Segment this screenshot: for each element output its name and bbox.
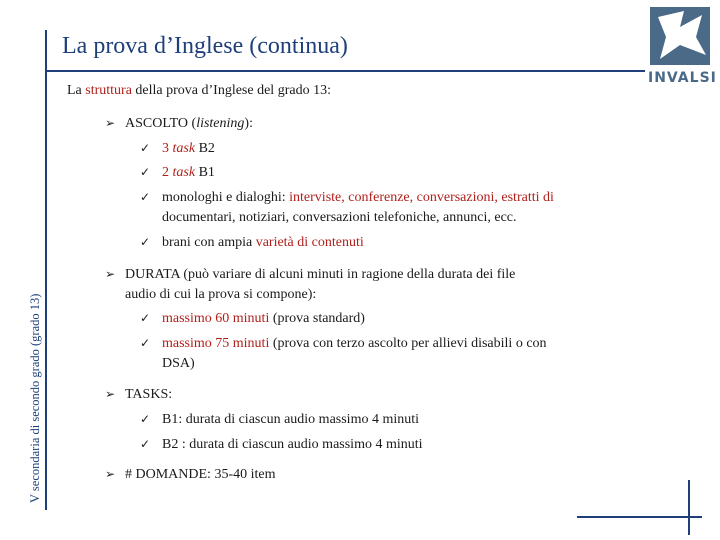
invalsi-logo-icon	[650, 7, 710, 65]
task-num: 2	[162, 165, 173, 180]
arrow-bullet-icon: ➢	[105, 387, 116, 401]
arrow-bullet-icon: ➢	[105, 267, 116, 281]
intro-post: della prova d’Inglese del grado 13:	[131, 83, 331, 98]
ascolto-bullet	[105, 115, 253, 132]
durata-item1-highlight: massimo 60 minuti	[162, 311, 270, 326]
domande-bullet	[105, 466, 276, 483]
task-word: task	[172, 165, 196, 180]
durata-item2-line2: DSA)	[162, 356, 195, 371]
list-item	[140, 335, 547, 352]
list-item	[140, 164, 215, 181]
list-item	[140, 234, 364, 251]
task-level: B2	[195, 141, 215, 156]
title-underline	[45, 70, 645, 72]
durata-item2-highlight: massimo 75 minuti	[162, 336, 270, 351]
intro-highlight: struttura	[85, 83, 132, 98]
check-bullet-icon: ✓	[140, 141, 151, 155]
side-label-text: V secondaria di secondo grado (grado 13)	[28, 293, 42, 503]
monologhi-pre: monologhi e dialoghi:	[162, 190, 290, 205]
tasks-item: B2 : durata di ciascun audio massimo 4 minuti	[162, 437, 423, 452]
list-item	[140, 140, 215, 157]
check-bullet-icon: ✓	[140, 190, 151, 204]
brani-highlight: varietà di contenuti	[255, 235, 364, 250]
check-bullet-icon: ✓	[140, 412, 151, 426]
monologhi-line2: documentari, notiziari, conversazioni telefoniche, annunci, ecc.	[162, 210, 517, 225]
task-num: 3	[162, 141, 173, 156]
task-level: B1	[195, 165, 215, 180]
list-item	[140, 310, 365, 327]
page-title: La prova d’Inglese (continua)	[62, 33, 348, 59]
durata-bullet	[105, 266, 515, 283]
check-bullet-icon: ✓	[140, 336, 151, 350]
list-item	[140, 436, 423, 453]
ascolto-label-italic: listening	[196, 116, 245, 131]
durata-item1-rest: (prova standard)	[269, 311, 365, 326]
check-bullet-icon: ✓	[140, 437, 151, 451]
left-vertical-rule	[45, 30, 47, 510]
crosshair-horizontal	[577, 516, 702, 518]
check-bullet-icon: ✓	[140, 235, 151, 249]
task-word: task	[172, 141, 196, 156]
brani-pre: brani con ampia	[162, 235, 256, 250]
durata-item2-rest: (prova con terzo ascolto per allievi disabili o con	[269, 336, 547, 351]
check-bullet-icon: ✓	[140, 311, 151, 325]
ascolto-label: ASCOLTO (	[125, 116, 197, 131]
intro-line	[67, 83, 331, 99]
durata-line1: DURATA (può variare di alcuni minuti in ragione della durata dei file	[125, 267, 516, 282]
tasks-bullet	[105, 386, 172, 403]
crosshair-vertical	[688, 480, 690, 535]
tasks-item: B1: durata di ciascun audio massimo 4 minuti	[162, 412, 420, 427]
tasks-label: TASKS:	[125, 387, 173, 402]
arrow-bullet-icon: ➢	[105, 467, 116, 481]
durata-line2: audio di cui la prova si compone):	[125, 287, 317, 302]
list-item	[140, 189, 554, 206]
arrow-bullet-icon: ➢	[105, 116, 116, 130]
ascolto-label-end: ):	[244, 116, 253, 131]
intro-pre: La	[67, 83, 86, 98]
logo-text: INVALSI	[648, 70, 717, 86]
check-bullet-icon: ✓	[140, 165, 151, 179]
domande-text: # DOMANDE: 35-40 item	[125, 467, 276, 482]
monologhi-highlight: interviste, conferenze, conversazioni, estratti di	[289, 190, 554, 205]
list-item	[140, 411, 419, 428]
